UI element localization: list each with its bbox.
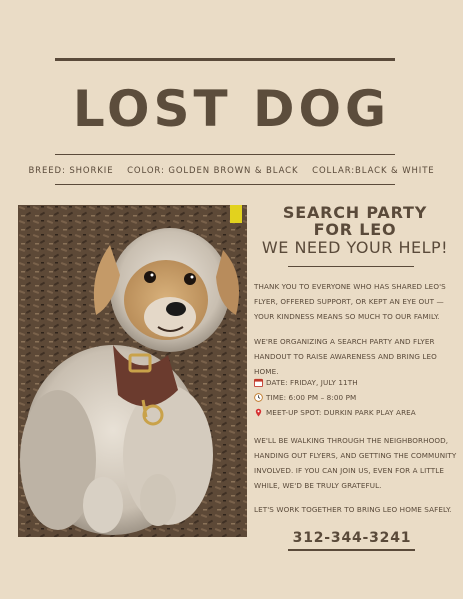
- help-subheading: WE NEED YOUR HELP!: [261, 238, 449, 257]
- collar-text: COLLAR:BLACK & WHITE: [312, 166, 435, 176]
- organizing-paragraph: WE'RE ORGANIZING A SEARCH PARTY AND FLYER HANDOUT TO RAISE AWARENESS AND BRING LEO HOME.: [254, 337, 437, 376]
- event-meetup: MEET-UP SPOT: DURKIN PARK PLAY AREA: [266, 408, 416, 417]
- calendar-icon: [254, 378, 263, 387]
- dog-illustration: [18, 205, 247, 537]
- event-details: [254, 375, 459, 420]
- details-bottom-rule: [55, 184, 395, 185]
- search-heading-line1: SEARCH PARTY: [282, 203, 428, 222]
- clock-icon: [254, 393, 263, 402]
- thanks-paragraph: THANK YOU TO EVERYONE WHO HAS SHARED LEO'S FLYER, OFFERED SUPPORT, OR KEPT AN EYE OUT — YOUR KINDNESS MEANS SO MUCH TO OUR FAMILY.: [254, 282, 446, 321]
- page-title: LOST DOG: [72, 80, 391, 138]
- closing-paragraph: LET'S WORK TOGETHER TO BRING LEO HOME SAFELY.: [254, 505, 452, 514]
- event-time-row: [254, 390, 459, 405]
- event-time: TIME: 6:00 PM – 8:00 PM: [266, 393, 357, 402]
- search-heading-line2: FOR LEO: [313, 220, 397, 239]
- color-text: COLOR: GOLDEN BROWN & BLACK: [127, 166, 299, 176]
- subheading-rule: [288, 266, 414, 267]
- breed-text: BREED: SHORKIE: [28, 166, 114, 176]
- dog-photo: [18, 205, 247, 537]
- event-meetup-row: [254, 405, 459, 420]
- event-date-row: [254, 375, 459, 390]
- search-heading: [255, 204, 455, 238]
- top-rule: [55, 58, 395, 61]
- pin-icon: [254, 408, 263, 417]
- contact-phone: 312-344-3241: [292, 530, 412, 546]
- details-top-rule: [55, 154, 395, 155]
- event-date: DATE: FRIDAY, JULY 11TH: [266, 378, 358, 387]
- walking-paragraph: WE'LL BE WALKING THROUGH THE NEIGHBORHOOD, HANDING OUT FLYERS, AND GETTING THE COMMUNITY INVOLVED. IF YOU CAN JOIN US, EVEN FOR A LITTLE WHILE, WE'D BE TRULY GRATEFUL.: [254, 436, 457, 490]
- dog-details: [0, 166, 463, 176]
- phone-rule: [288, 549, 415, 551]
